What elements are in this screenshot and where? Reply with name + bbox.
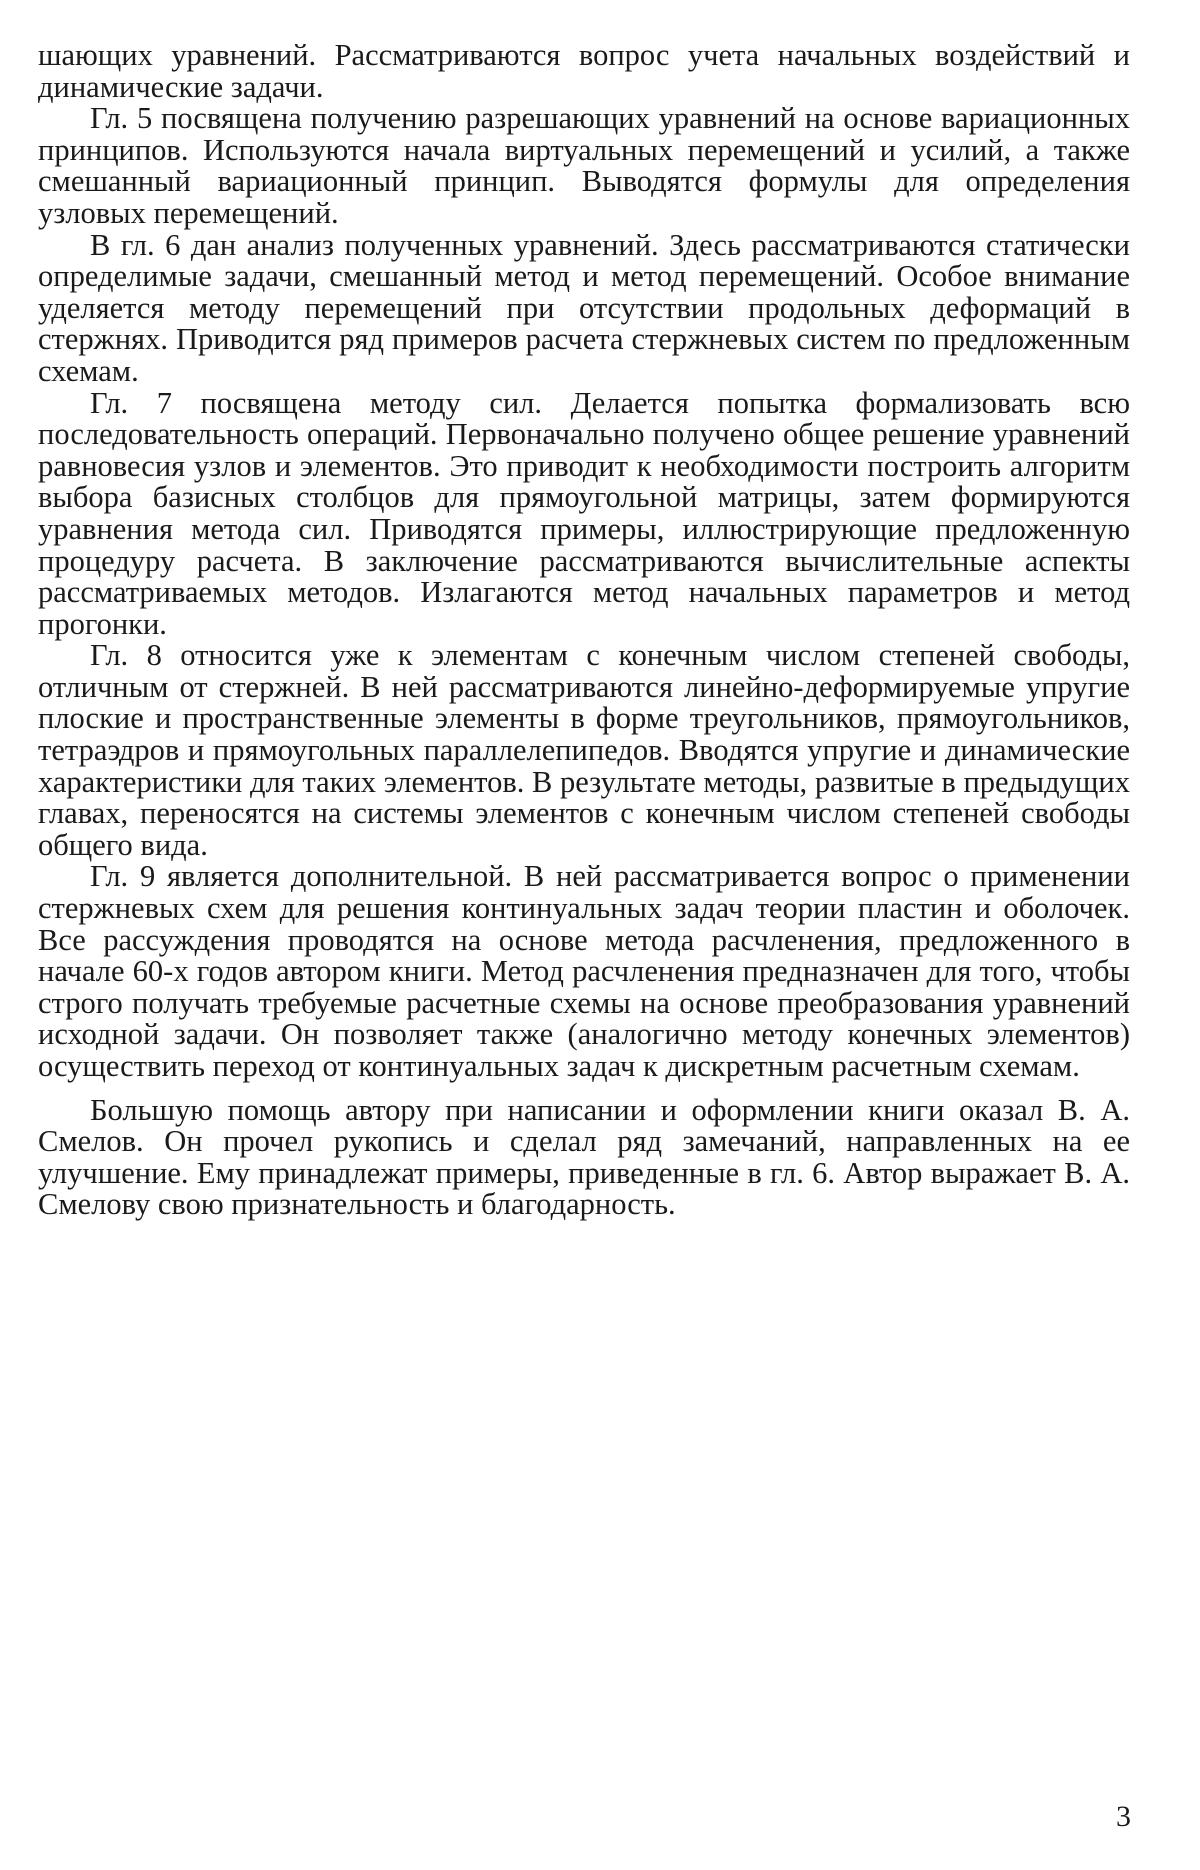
paragraph-chapter-7: Гл. 7 посвящена методу сил. Делается попытка формализовать всю последовательность операций. Первоначально получено общее решение уравнений равновесия узлов и элементов. Это приводит к необходимости построить алгоритм выбора базисных столбцов для прямоугольной матрицы, затем формируются уравнения метода сил. Приводятся примеры, иллюстрирующие предложенную процедуру расчета. В заключение рассматриваются вычислительные аспекты рассматриваемых методов. Излагаются метод начальных параметров и метод прогонки.: [38, 385, 1130, 641]
paragraph-acknowledgement: Большую помощь автору при написании и оформлении книги оказал В. А. Смелов. Он прочел рукопись и сделал ряд замечаний, направленных на ее улучшение. Ему принадлежат примеры, приведенные в гл. 6. Автор выражает В. А. Смелову свою признательность и благодарность.: [38, 1092, 1130, 1222]
page-number: 3: [1116, 1800, 1131, 1833]
paragraph-chapter-9: Гл. 9 является дополнительной. В ней рассматривается вопрос о применении стержневых схем для решения континуальных задач теории пластин и оболочек. Все рассуждения проводятся на основе метода расчленения, предложенного в начале 60-х годов автором книги. Метод расчленения предназначен для того, чтобы строго получать требуемые расчетные схемы на основе преобразования уравнений исходной задачи. Он позволяет также (аналогично методу конечных элементов) осуществить переход от континуальных задач к дискретным расчетным схемам.: [38, 859, 1130, 1083]
paragraph-continuation: шающих уравнений. Рассматриваются вопрос учета начальных воздействий и динамические задачи.: [38, 38, 1130, 104]
paragraph-chapter-5: Гл. 5 посвящена получению разрешающих уравнений на основе вариационных принципов. Используются начала виртуальных перемещений и усилий, а также смешанный вариационный принцип. Выводятся формулы для определения узловых перемещений.: [38, 101, 1130, 230]
page-body: [38, 40, 1130, 1221]
paragraph-chapter-6: В гл. 6 дан анализ полученных уравнений. Здесь рассматриваются статически определимые задачи, смешанный метод и метод перемещений. Особое внимание уделяется методу перемещений при отсутствии продольных деформаций в стержнях. Приводится ряд примеров расчета стержневых систем по предложенным схемам.: [38, 227, 1130, 388]
paragraph-chapter-8: Гл. 8 относится уже к элементам с конечным числом степеней свободы, отличным от стержней. В ней рассматриваются линейно-деформируемые упругие плоские и пространственные элементы в форме треугольников, прямоугольников, тетраэдров и прямоугольных параллелепипедов. Вводятся упругие и динамические характеристики для таких элементов. В результате методы, развитые в предыдущих главах, переносятся на системы элементов с конечным числом степеней свободы общего вида.: [38, 638, 1130, 862]
